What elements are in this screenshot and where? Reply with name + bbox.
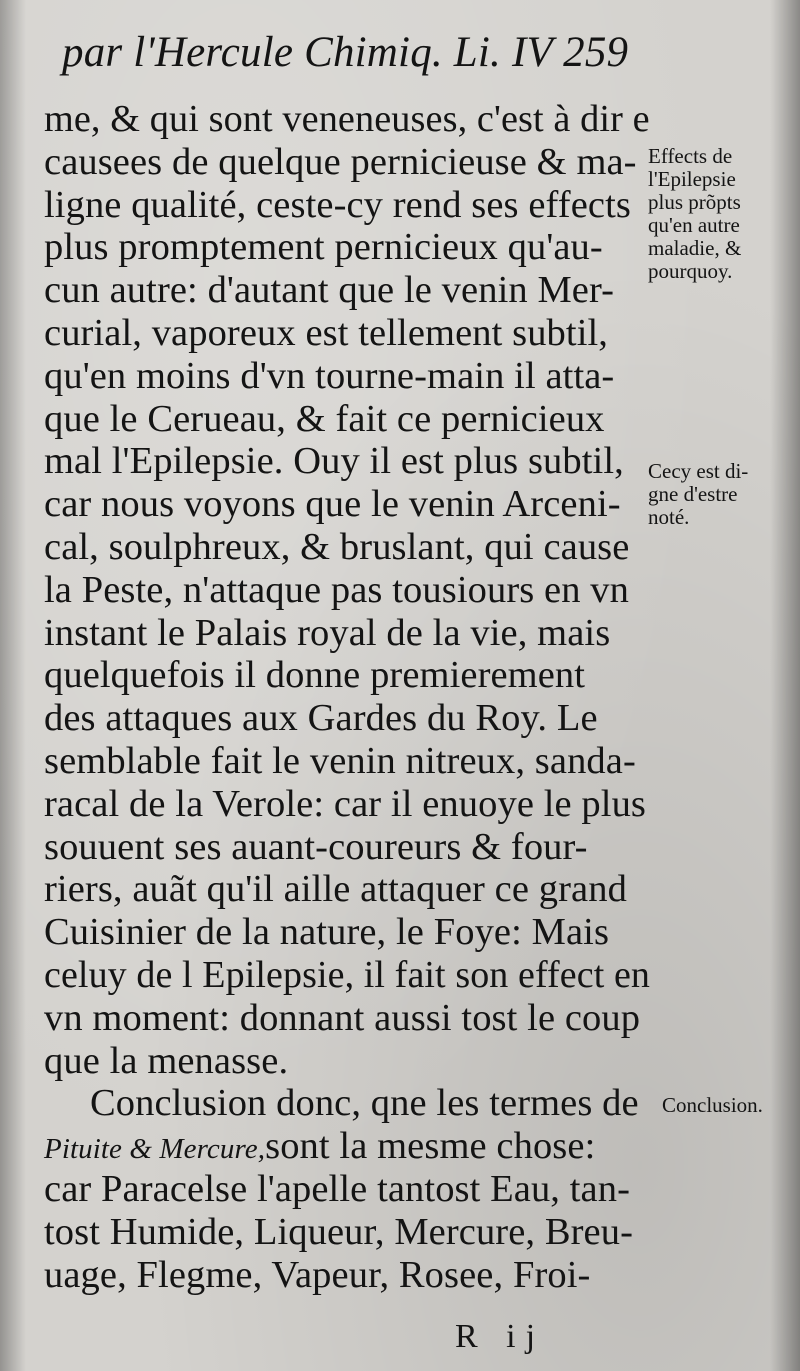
text-line: quelquefois il donne premierement [44, 654, 586, 697]
text-line: racal de la Verole: car il enuoye le plus [44, 782, 647, 825]
text-line: cun autre: d'autant que le venin Mer- [44, 269, 615, 312]
margin-note-line: l'Epilepsie [648, 167, 736, 191]
text-line: cal, soulphreux, & bruslant, qui cause [44, 526, 630, 568]
text-line: uage, Flegme, Vapeur, Rosee, Froi- [44, 1253, 591, 1296]
margin-note-line: qu'en autre [648, 213, 740, 237]
text-line: car nous voyons que le venin Arceni- [44, 483, 621, 526]
text-line: plus promptement pernicieux qu'au- [44, 226, 603, 269]
signature-mark: R ij [455, 1318, 546, 1355]
text-line: me, & qui sont veneneuses, c'est à dir e [44, 98, 650, 140]
text-line: car Paracelse l'apelle tantost Eau, tan- [44, 1168, 631, 1210]
margin-note-line: Effects de [648, 144, 733, 168]
text-line: ligne qualité, ceste-cy rend ses effects [44, 183, 631, 226]
text-line: que la menasse. [44, 1039, 289, 1082]
text-line: semblable fait le venin nitreux, sanda- [44, 740, 636, 782]
running-head: par l'Hercule Chimiq. Li. IV 259 [62, 29, 629, 76]
text-line: causees de quelque pernicieuse & ma- [44, 140, 637, 183]
text-line: vn moment: donnant aussi tost le coup [44, 996, 641, 1039]
text-line: Cuisinier de la nature, le Foye: Mais [44, 911, 610, 954]
text-line-mixed [44, 1123, 595, 1169]
text-line: curial, vaporeux est tellement subtil, [44, 312, 609, 354]
margin-note-noteworthy [648, 460, 748, 529]
text-line-indented: Conclusion donc, qne les termes de [90, 1082, 639, 1125]
text-line: que le Cerueau, & fait ce pernicieux [44, 397, 605, 440]
margin-note-line: noté. [648, 505, 690, 529]
margin-note-line: gne d'estre [648, 482, 738, 506]
text-line: souuent ses auant-coureurs & four- [44, 825, 588, 868]
margin-note-line: plus prõpts [648, 190, 741, 214]
text-line: mal l'Epilepsie. Ouy il est plus subtil, [44, 440, 624, 483]
margin-note-effects [648, 145, 741, 283]
margin-note-conclusion [662, 1094, 763, 1117]
text-line: des attaques aux Gardes du Roy. Le [44, 697, 598, 740]
text-line: la Peste, n'attaque pas tousiours en vn [44, 568, 630, 611]
margin-note-line: pourquoy. [648, 259, 733, 283]
margin-note-line: Conclusion. [662, 1093, 763, 1117]
text-line: riers, auãt qu'il aille attaquer ce grand [44, 868, 627, 911]
text-line: celuy de l Epilepsie, il fait son effect en [44, 954, 651, 996]
text-line-remainder: sont la mesme chose: [265, 1125, 596, 1168]
text-line: instant le Palais royal de la vie, mais [44, 611, 611, 654]
margin-note-line: Cecy est di- [648, 459, 749, 483]
text-line: qu'en moins d'vn tourne-main il atta- [44, 354, 615, 397]
italic-phrase: Pituite & Mercure, [44, 1133, 266, 1166]
text-line: tost Humide, Liqueur, Mercure, Breu- [44, 1210, 634, 1253]
margin-note-line: maladie, & [648, 236, 742, 260]
